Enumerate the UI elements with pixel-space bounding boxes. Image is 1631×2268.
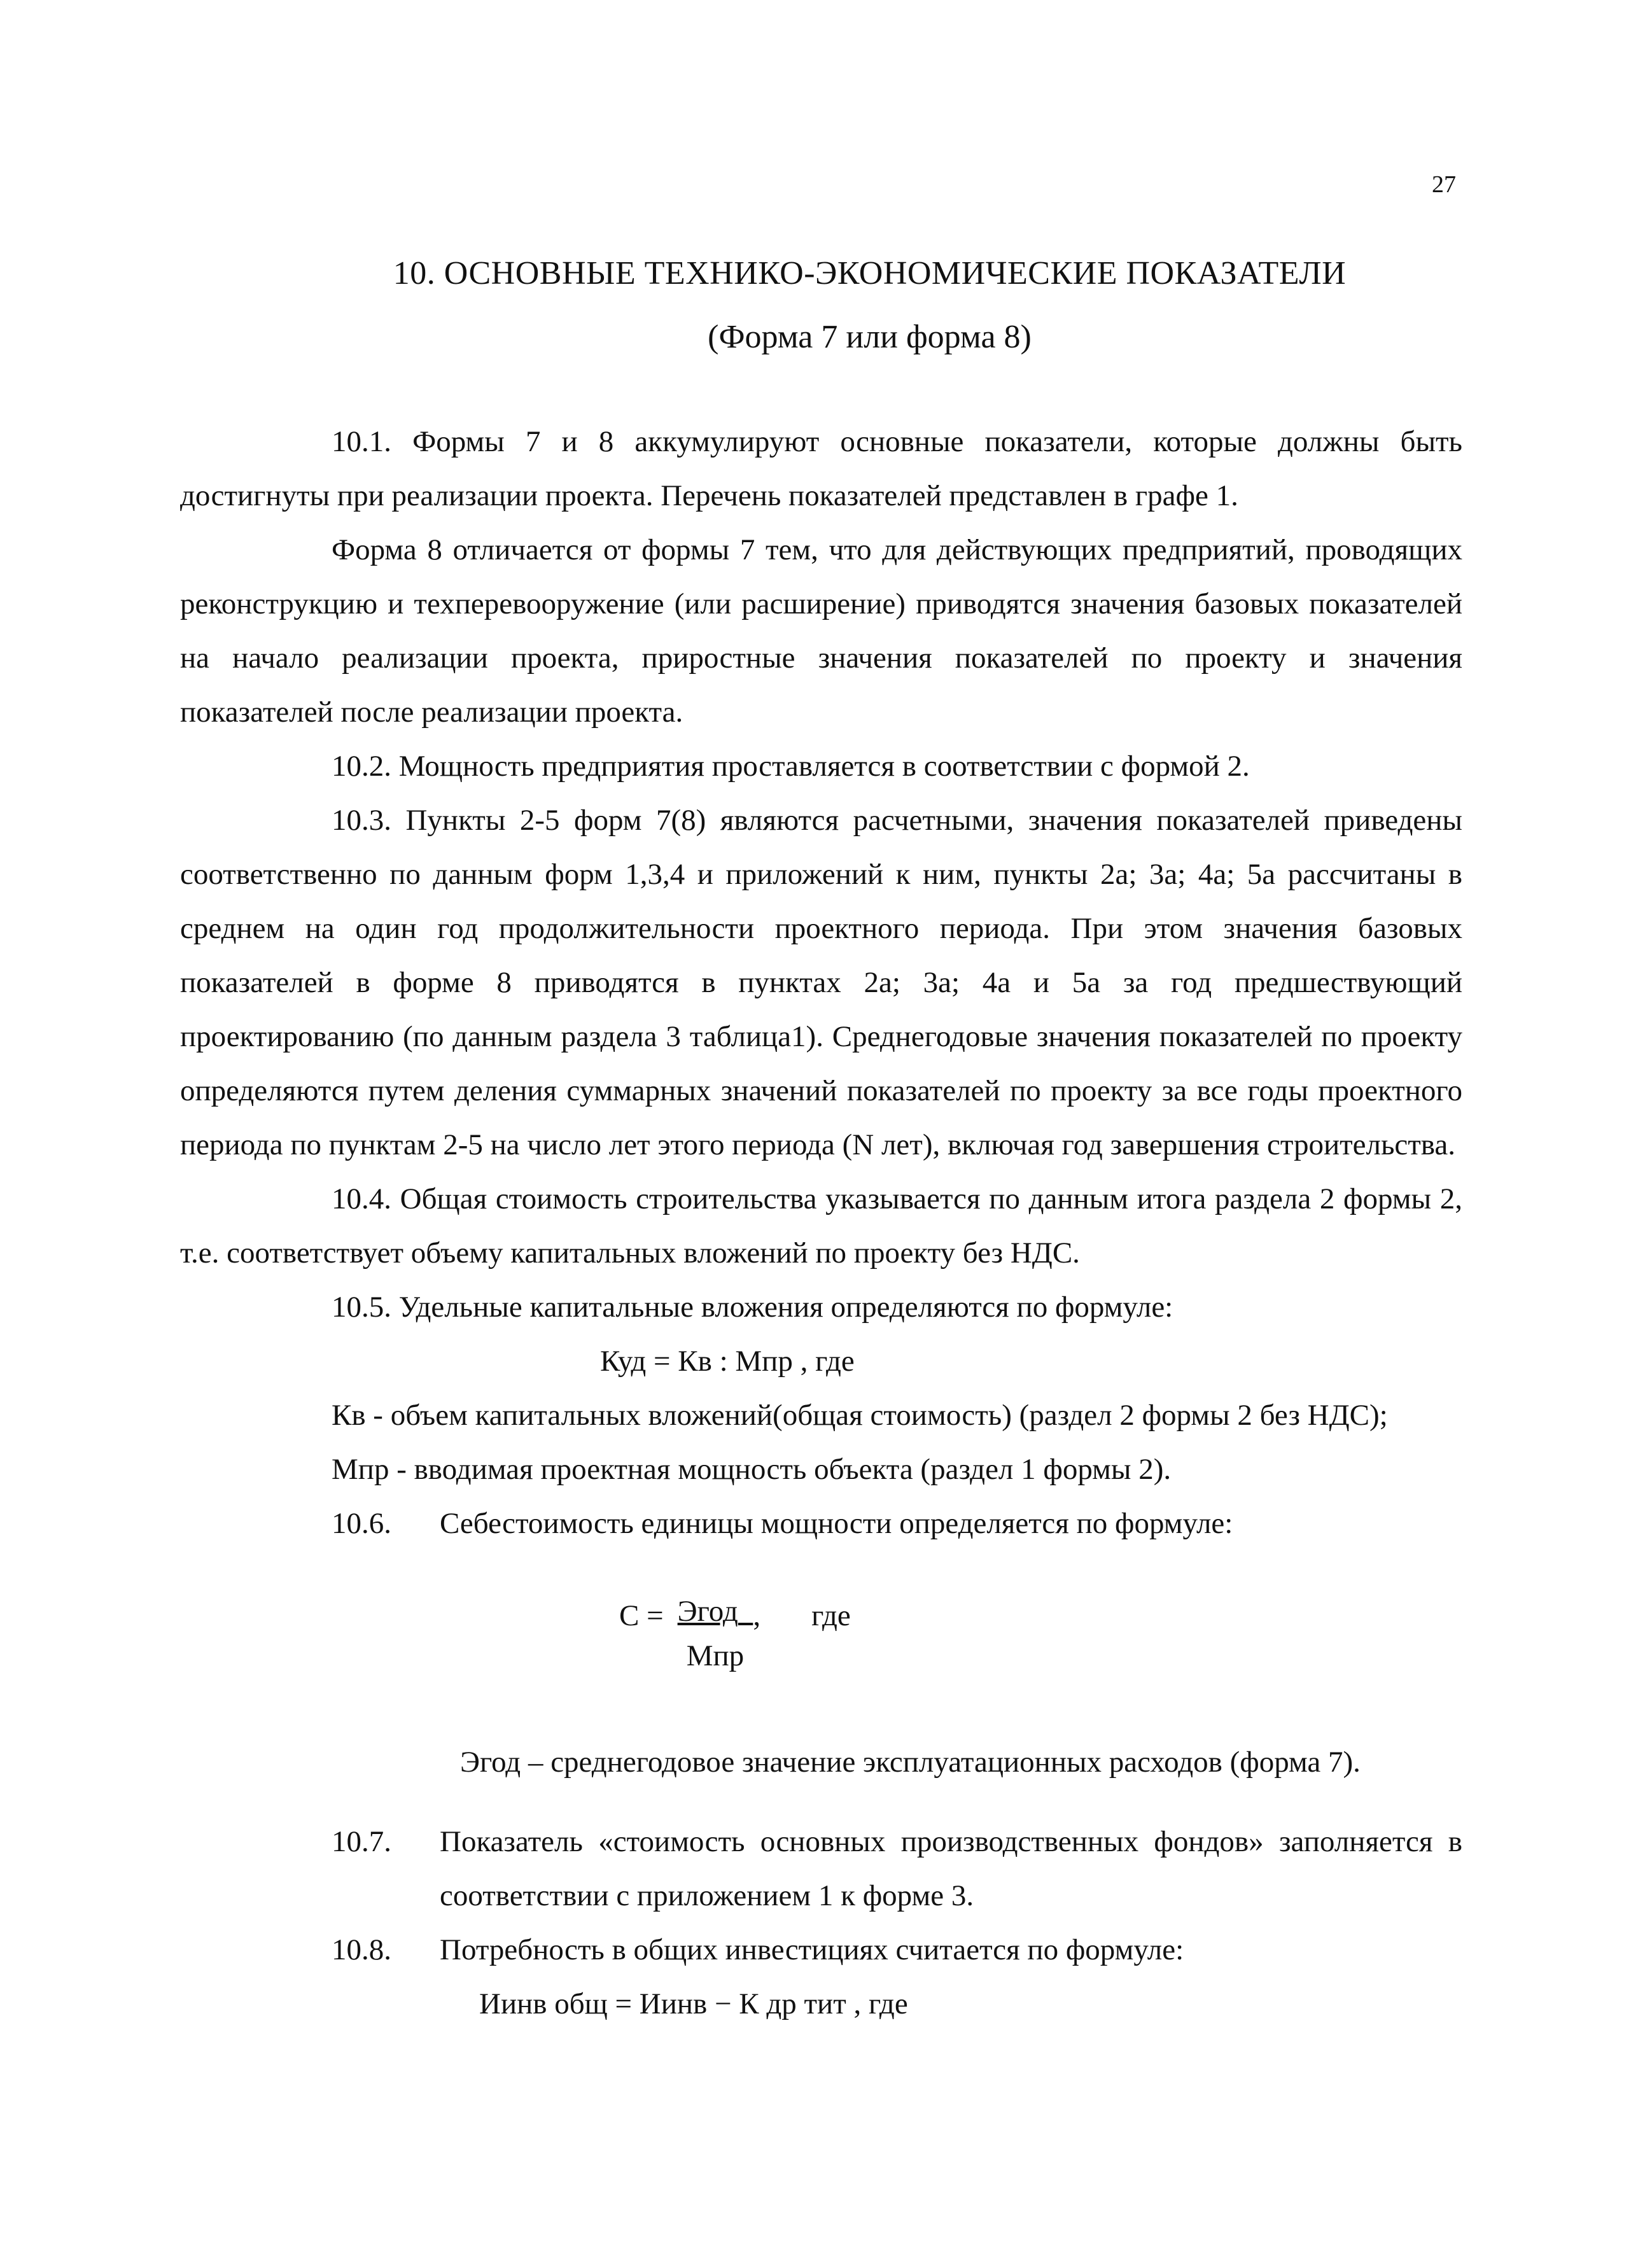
fraction: [678, 1589, 753, 1678]
paragraph-10-5: 10.5. Удельные капитальные вложения определяются по формуле:: [332, 1291, 1173, 1324]
document-body: [180, 415, 1462, 2031]
paragraph-10-8: [180, 1923, 1462, 1977]
definition-mpr: Мпр - вводимая проектная мощность объекта (раздел 1 формы 2).: [332, 1453, 1172, 1486]
section-title: 10. ОСНОВНЫЕ ТЕХНИКО-ЭКОНОМИЧЕСКИЕ ПОКАЗАТЕЛИ: [393, 255, 1347, 291]
page-number: 27: [1432, 171, 1456, 198]
definition-egod: Эгод – среднегодовое значение эксплуатационных расходов (форма 7).: [460, 1746, 1361, 1779]
paragraph-text: Потребность в общих инвестициях считается по формуле:: [440, 1933, 1184, 1966]
paragraph-10-2: 10.2. Мощность предприятия проставляется в соответствии с формой 2.: [332, 750, 1250, 783]
paragraph-number: 10.6.: [332, 1507, 391, 1540]
section-subtitle: (Форма 7 или форма 8): [708, 319, 1032, 355]
definition-kv: Кв - объем капитальных вложений(общая стоимость) (раздел 2 формы 2 без НДС);: [332, 1399, 1388, 1432]
paragraph-number: 10.8.: [332, 1933, 391, 1966]
paragraph-10-1-b: Форма 8 отличается от формы 7 тем, что для действующих предприятий, проводящих реконструкцию и техперевооружение (или расширение) приводятся значения базовых показателей на начало реализации проекта, приростные значения показателей по проекту и значения показателей после реализации проекта.: [180, 533, 1462, 729]
formula-unit-cost: [180, 1576, 1462, 1723]
paragraph-10-6: [180, 1497, 1462, 1551]
paragraph-number: 10.7.: [332, 1825, 391, 1858]
paragraph-text: Себестоимость единицы мощности определяется по формуле:: [440, 1507, 1233, 1540]
paragraph-10-3: 10.3. Пункты 2-5 форм 7(8) являются расчетными, значения показателей приведены соответственно по данным форм 1,3,4 и приложений к ним, пункты 2а; 3а; 4а; 5а рассчитаны в среднем на один год продолжительности проектного периода. При этом значения базовых показателей в форме 8 приводятся в пунктах 2а; 3а; 4а и 5а за год предшествующий проектированию (по данным раздела 3 таблица1). Среднегодовые значения показателей по проекту определяются путем деления суммарных значений показателей по проекту за все годы проектного периода по пунктам 2-5 на число лет этого периода (N лет), включая год завершения строительства.: [180, 804, 1462, 1161]
formula-specific-investment: Куд = Кв : Мпр , где: [600, 1345, 855, 1378]
paragraph-10-4: 10.4. Общая стоимость строительства указывается по данным итога раздела 2 формы 2, т.е. соответствует объему капитальных вложений по проекту без НДС.: [180, 1182, 1462, 1270]
fraction-denominator: Мпр: [686, 1639, 745, 1672]
paragraph-10-1: 10.1. Формы 7 и 8 аккумулируют основные показатели, которые должны быть достигнуты при реализации проекта. Перечень показателей представлен в графе 1.: [180, 425, 1462, 512]
fraction-numerator: Эгод: [677, 1595, 738, 1628]
formula-where: где: [811, 1599, 851, 1632]
formula-total-investment: Иинв общ = Иинв − К др тит , где: [479, 1987, 908, 2020]
formula-comma: ,: [753, 1599, 761, 1632]
formula-lhs: С =: [619, 1599, 664, 1632]
paragraph-10-7: [180, 1815, 1462, 1923]
paragraph-text: Показатель «стоимость основных производственных фондов» заполняется в соответствии с приложением 1 к форме 3.: [440, 1825, 1462, 1912]
